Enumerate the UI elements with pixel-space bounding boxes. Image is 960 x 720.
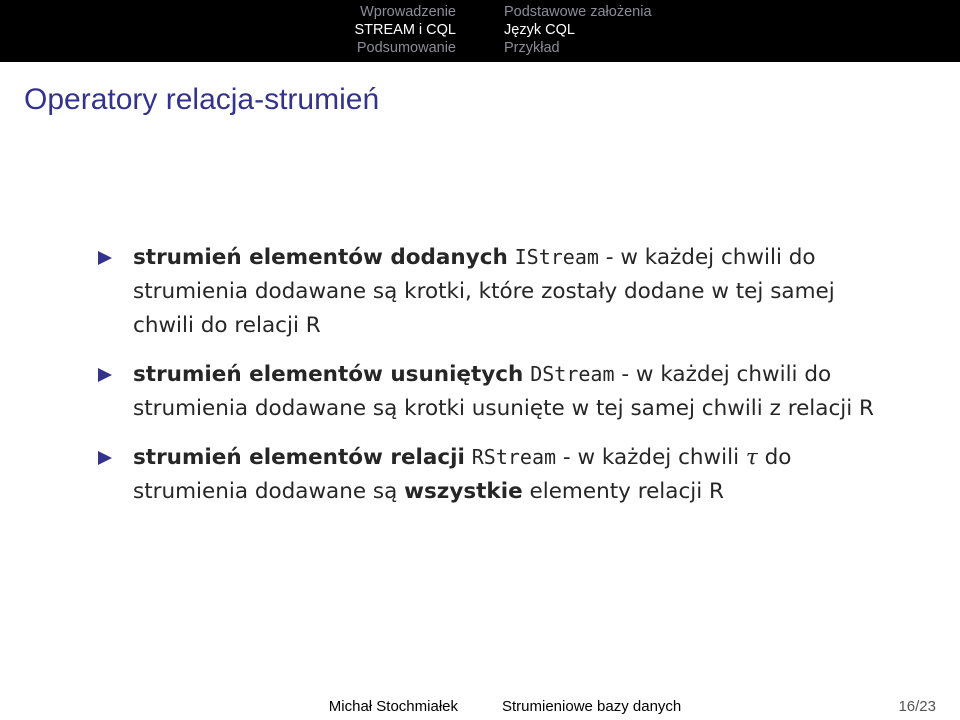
triangle-bullet-icon [98,368,112,382]
footer-author-panel [0,693,480,720]
nav-section-stream-cql[interactable]: STREAM i CQL [354,22,456,38]
item-term: strumień elementów usuniętych [133,362,524,387]
page-number: 16/23 [898,698,936,715]
item-emphasis: wszystkie [404,479,523,504]
footer-bar [0,693,960,720]
item-description: do strumienia dodawane są [133,445,792,504]
list-item [98,440,898,509]
item-term: strumień elementów dodanych [133,245,508,270]
tau-symbol: τ [745,445,758,470]
section-nav [0,0,480,62]
item-term: strumień elementów relacji [133,445,465,470]
item-description: elementy relacji R [522,479,724,504]
item-operator: RStream [471,445,557,469]
list-item [98,357,898,426]
item-operator: DStream [530,362,615,386]
footer-title-panel [480,693,960,720]
nav-subsection-przyklad[interactable]: Przykład [504,40,560,56]
navigation-bar [0,0,960,62]
nav-section-wprowadzenie[interactable]: Wprowadzenie [360,4,456,20]
triangle-bullet-icon [98,451,112,465]
slide-title: Operatory relacja-strumień [24,83,380,116]
item-description: - w każdej chwili do strumienia dodawane są krotki usunięte w tej samej chwili z relacji R [133,362,874,421]
footer-title: Strumieniowe bazy danych [502,698,682,715]
item-description: - w każdej chwili do strumienia dodawane są krotki, które zostały dodane w tej samej chwili do relacji R [133,245,835,338]
footer-author: Michał Stochmiałek [328,698,458,715]
triangle-bullet-icon [98,251,112,265]
nav-section-podsumowanie[interactable]: Podsumowanie [356,40,456,56]
subsection-nav [480,0,960,62]
nav-subsection-zalozenia[interactable]: Podstawowe założenia [504,4,652,20]
bullet-list [98,240,898,523]
nav-subsection-jezyk-cql[interactable]: Język CQL [504,22,575,38]
item-description: - w każdej chwili [556,445,746,470]
list-item [98,240,898,343]
item-operator: IStream [514,245,599,269]
